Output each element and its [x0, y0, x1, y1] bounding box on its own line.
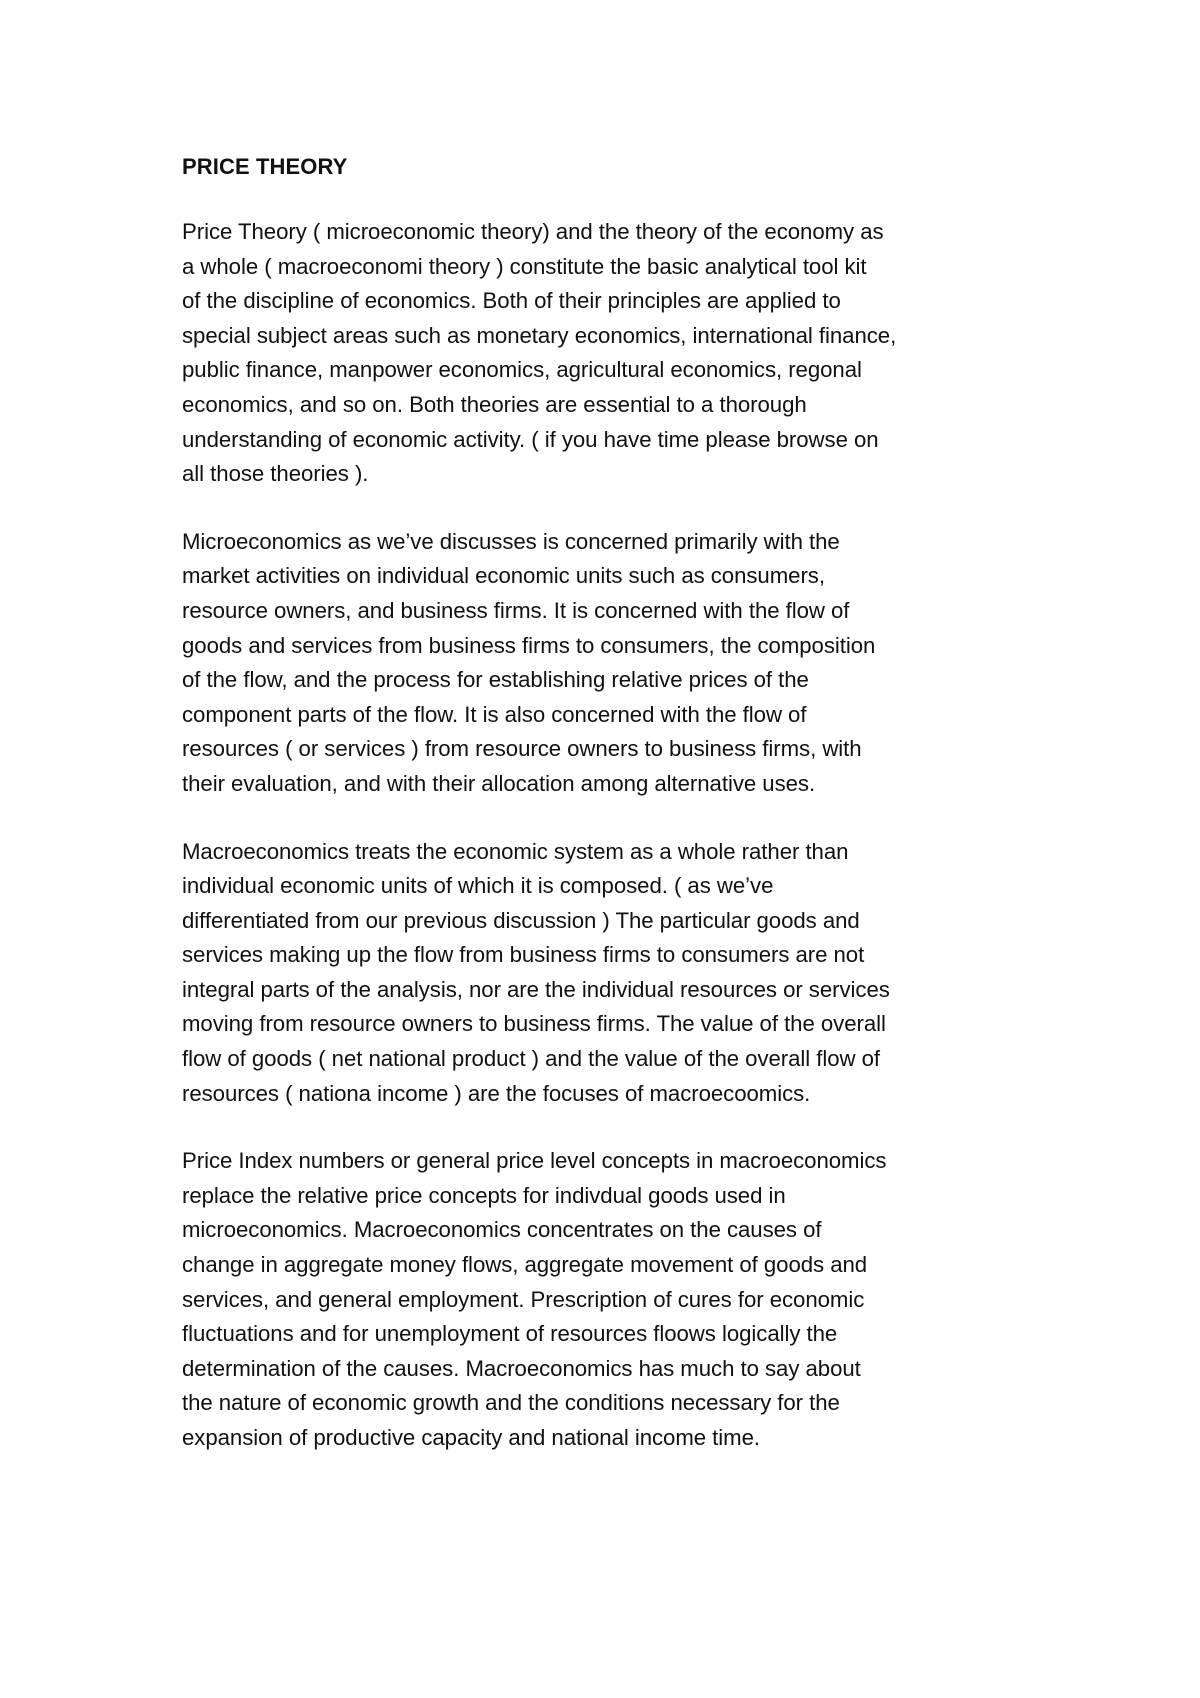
- paragraph: [182, 835, 1042, 1112]
- paragraph-line: Price Theory ( microeconomic theory) and the theory of the economy as: [182, 219, 884, 244]
- paragraph-line: flow of goods ( net national product ) and the value of the overall flow of: [182, 1046, 881, 1072]
- paragraph-line: resources ( nationa income ) are the focuses of macroecoomics.: [182, 1080, 811, 1106]
- paragraph: [182, 525, 1042, 802]
- paragraph-line: differentiated from our previous discussion ) The particular goods and: [182, 907, 860, 933]
- paragraph-line: services making up the flow from business firms to consumers are not: [182, 942, 865, 968]
- paragraph-line: market activities on individual economic units such as consumers,: [182, 563, 825, 589]
- paragraph-line: special subject areas such as monetary economics, international finance,: [182, 322, 897, 348]
- paragraph-line: economics, and so on. Both theories are essential to a thorough: [182, 391, 807, 417]
- paragraph-line: services, and general employment. Prescription of cures for economic: [182, 1286, 865, 1312]
- paragraph: [182, 215, 1042, 492]
- paragraph-line: of the flow, and the process for establishing relative prices of the: [182, 667, 809, 693]
- paragraph-line: of the discipline of economics. Both of their principles are applied to: [182, 288, 841, 314]
- paragraph-line: Macroeconomics treats the economic system as a whole rather than: [182, 838, 849, 864]
- paragraph-line: fluctuations and for unemployment of resources floows logically the: [182, 1321, 838, 1347]
- document-title: PRICE THEORY: [182, 154, 348, 179]
- paragraph-line: integral parts of the analysis, nor are the individual resources or services: [182, 976, 890, 1002]
- paragraph-line: understanding of economic activity. ( if you have time please browse on: [182, 426, 879, 452]
- paragraph-line: resources ( or services ) from resource owners to business firms, with: [182, 736, 862, 762]
- document-body: [182, 150, 1042, 1489]
- paragraph-line: their evaluation, and with their allocation among alternative uses.: [182, 770, 816, 796]
- paragraph-line: individual economic units of which it is composed. ( as we’ve: [182, 873, 774, 899]
- paragraph-line: resource owners, and business firms. It is concerned with the flow of: [182, 597, 850, 623]
- paragraph-line: Microeconomics as we’ve discusses is concerned primarily with the: [182, 528, 840, 554]
- paragraph-line: public finance, manpower economics, agricultural economics, regonal: [182, 357, 862, 383]
- paragraph-line: the nature of economic growth and the conditions necessary for the: [182, 1390, 840, 1416]
- paragraph: [182, 1144, 1042, 1455]
- paragraph-line: determination of the causes. Macroeconomics has much to say about: [182, 1355, 861, 1381]
- paragraph-line: replace the relative price concepts for indivdual goods used in: [182, 1182, 786, 1208]
- paragraph-line: Price Index numbers or general price level concepts in macroeconomics: [182, 1148, 887, 1174]
- paragraph-line: moving from resource owners to business firms. The value of the overall: [182, 1011, 886, 1037]
- paragraph-line: component parts of the flow. It is also concerned with the flow of: [182, 701, 807, 727]
- paragraph-line: change in aggregate money flows, aggregate movement of goods and: [182, 1252, 868, 1278]
- paragraph-line: goods and services from business firms to consumers, the composition: [182, 632, 876, 658]
- paragraph-line: expansion of productive capacity and national income time.: [182, 1425, 761, 1450]
- paragraph-line: microeconomics. Macroeconomics concentrates on the causes of: [182, 1217, 822, 1243]
- paragraph-line: all those theories ).: [182, 461, 369, 487]
- paragraph-line: a whole ( macroeconomi theory ) constitute the basic analytical tool kit: [182, 253, 867, 279]
